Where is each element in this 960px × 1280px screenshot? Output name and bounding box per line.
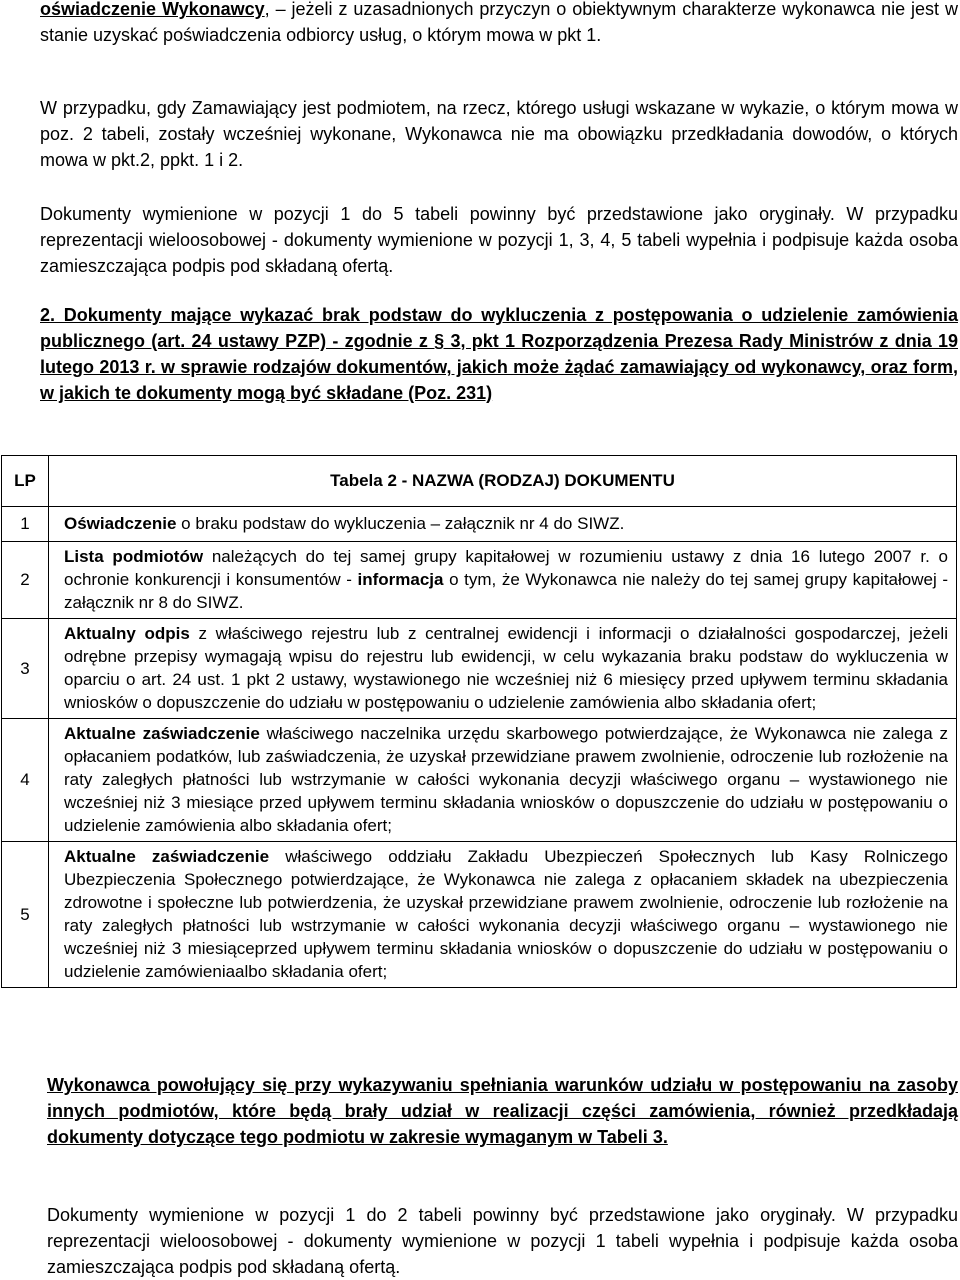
subcontractors-text: Wykonawca powołujący się przy wykazywaniu spełniania warunków udziału w postępowaniu na zasoby innych podmiotów, które będą brały udział w realizacji części zamówienia, również przedkładają dokumenty dotyczące tego podmiotu w zakresie wymaganym w Tabeli 3.	[47, 1075, 958, 1147]
row-description: Aktualne zaświadczenie właściwego oddziału Zakładu Ubezpieczeń Społecznych lub Kasy Rolniczego Ubezpieczenia Społecznego potwierdzające, że Wykonawca nie zalega z opłacaniem składek na ubezpieczenia zdrowotne i społeczne lub potwierdzenia, że uzyskał przewidziane prawem zwolnienie, odroczenie lub rozłożenie na raty zaległych płatności lub wstrzymanie w całości wykonania decyzji właściwego organu – wystawionego nie wcześniej niż 3 miesiąceprzed upływem terminu składania wniosków o dopuszczenie do udziału w postępowaniu o udzielenie zamówieniaalbo składania ofert;	[49, 842, 957, 988]
section-heading	[40, 302, 958, 406]
statement-text: , – jeżeli z uzasadnionych przyczyn o obiektywnym charakterze wykonawca nie jest w stanie uzyskać poświadczenia odbiorcy usług, o którym mowa w pkt 1.	[40, 0, 958, 45]
table-row	[2, 542, 957, 619]
table-row	[2, 719, 957, 842]
paragraph-statement	[40, 0, 958, 48]
row-number: 4	[2, 719, 49, 842]
table-row	[2, 507, 957, 542]
row-description: Aktualny odpis z właściwego rejestru lub z centralnej ewidencji i informacji o działalności gospodarczej, jeżeli odrębne przepisy wymagają wpisu do rejestru lub ewidencji, w celu wykazania braku podstaw do wykluczenia w oparciu o art. 24 ust. 1 pkt 2 ustawy, wystawionego nie wcześniej niż 6 miesięcy przed upływem terminu składania wniosków o dopuszczenie do udziału w postępowaniu o udzielenie zamówienia albo składania ofert;	[49, 619, 957, 719]
statement-term: oświadczenie Wykonawcy	[40, 0, 265, 19]
row-description: Aktualne zaświadczenie właściwego naczelnika urzędu skarbowego potwierdzające, że Wykonawca nie zalega z opłacaniem podatków, lub zaświadczenia, że uzyskał przewidziane prawem zwolnienie, odroczenie lub rozłożenie na raty zaległych płatności lub wstrzymanie w całości wykonania decyzji właściwego organu – wystawionego nie wcześniej niż 3 miesiące przed upływem terminu składania wniosków o dopuszczenie do udziału w postępowaniu o udzielenie zamówienia albo składania ofert;	[49, 719, 957, 842]
paragraph-originals	[40, 201, 958, 279]
column-header-document: Tabela 2 - NAZWA (RODZAJ) DOKUMENTU	[49, 456, 957, 507]
originals-final-text: Dokumenty wymienione w pozycji 1 do 2 tabeli powinny być przedstawione jako oryginały. W przypadku reprezentacji wieloosobowej - dokumenty wymienione w pozycji 1 tabeli wypełnia i podpisuje każda osoba zamieszczająca podpis pod składaną ofertą.	[47, 1205, 958, 1277]
row-description: Lista podmiotów należących do tej samej grupy kapitałowej w rozumieniu ustawy z dnia 16 lutego 2007 r. o ochronie konkurencji i konsumentów - informacja o tym, że Wykonawca nie należy do tej samej grupy kapitałowej - załącznik nr 8 do SIWZ.	[49, 542, 957, 619]
row-description: Oświadczenie o braku podstaw do wykluczenia – załącznik nr 4 do SIWZ.	[49, 507, 957, 542]
paragraph-subcontractors	[47, 1072, 958, 1150]
paragraph-originals-final	[47, 1202, 958, 1280]
originals-text: Dokumenty wymienione w pozycji 1 do 5 tabeli powinny być przedstawione jako oryginały. W przypadku reprezentacji wieloosobowej - dokumenty wymienione w pozycji 1, 3, 4, 5 tabeli wypełnia i podpisuje każda osoba zamieszczająca podpis pod składaną ofertą.	[40, 204, 958, 276]
documents-table	[1, 455, 957, 988]
evidence-text: W przypadku, gdy Zamawiający jest podmiotem, na rzecz, którego usługi wskazane w wykazie, o którym mowa w poz. 2 tabeli, zostały wcześniej wykonane, Wykonawca nie ma obowiązku przedkładania dowodów, o których mowa w pkt.2, ppkt. 1 i 2.	[40, 98, 958, 170]
row-number: 1	[2, 507, 49, 542]
row-number: 5	[2, 842, 49, 988]
table-row	[2, 619, 957, 719]
table-row	[2, 842, 957, 988]
paragraph-evidence	[40, 95, 958, 173]
row-number: 2	[2, 542, 49, 619]
row-number: 3	[2, 619, 49, 719]
section-heading-text: 2. Dokumenty mające wykazać brak podstaw do wykluczenia z postępowania o udzielenie zamówienia publicznego (art. 24 ustawy PZP) - zgodnie z § 3, pkt 1 Rozporządzenia Prezesa Rady Ministrów z dnia 19 lutego 2013 r. w sprawie rodzajów dokumentów, jakich może żądać zamawiający od wykonawcy, oraz form, w jakich te dokumenty mogą być składane (Poz. 231)	[40, 305, 958, 403]
table-header-row	[2, 456, 957, 507]
column-header-lp: LP	[2, 456, 49, 507]
